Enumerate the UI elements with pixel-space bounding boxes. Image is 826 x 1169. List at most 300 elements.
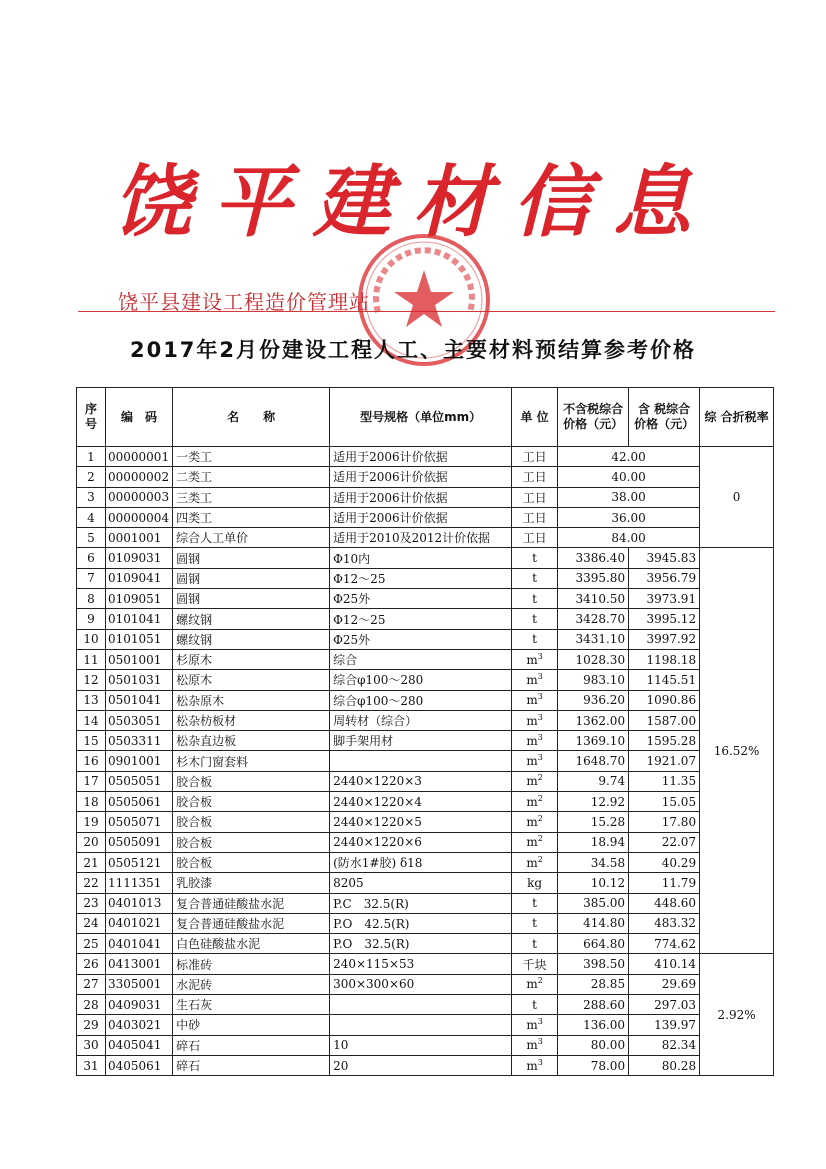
cell-unit xyxy=(512,873,558,893)
cell-price: 36.00 xyxy=(558,507,700,527)
unit-exponent: 3 xyxy=(537,692,543,702)
unit-text: 工日 xyxy=(522,450,547,465)
table-row xyxy=(77,832,774,852)
cell-spec: Φ10内 xyxy=(330,548,512,568)
unit-text: m xyxy=(526,652,538,667)
unit-text: t xyxy=(532,896,537,911)
cell-name: 螺纹钢 xyxy=(173,629,330,649)
page-title: 2017年2月份建设工程人工、主要材料预结算参考价格 xyxy=(129,338,697,362)
cell-price-ex-tax: 15.28 xyxy=(558,812,629,832)
organization-name: 饶平县建设工程造价管理站 xyxy=(118,290,370,314)
cell-seq: 11 xyxy=(77,649,106,669)
cell-code: 0109031 xyxy=(106,548,173,568)
cell-code: 0101051 xyxy=(106,629,173,649)
cell-price-in-tax: 40.29 xyxy=(629,852,700,872)
cell-code: 0505091 xyxy=(106,832,173,852)
cell-name: 圆钢 xyxy=(173,548,330,568)
cell-name: 胶合板 xyxy=(173,771,330,791)
cell-code: 0401021 xyxy=(106,913,173,933)
table-row xyxy=(77,629,774,649)
cell-unit xyxy=(512,629,558,649)
cell-price: 84.00 xyxy=(558,528,700,548)
cell-price-in-tax: 1587.00 xyxy=(629,710,700,730)
cell-unit xyxy=(512,812,558,832)
table-row xyxy=(77,913,774,933)
cell-unit xyxy=(512,731,558,751)
unit-text: t xyxy=(532,551,537,566)
cell-spec: 适用于2006计价依据 xyxy=(330,447,512,467)
cell-code: 0409031 xyxy=(106,995,173,1015)
cell-unit xyxy=(512,507,558,527)
cell-price-ex-tax: 983.10 xyxy=(558,670,629,690)
cell-price-ex-tax: 80.00 xyxy=(558,1035,629,1055)
cell-price-ex-tax: 3410.50 xyxy=(558,589,629,609)
cell-price-ex-tax: 10.12 xyxy=(558,873,629,893)
cell-seq: 15 xyxy=(77,731,106,751)
cell-spec: (防水1#胶) δ18 xyxy=(330,852,512,872)
unit-exponent: 3 xyxy=(537,732,543,742)
cell-spec: 20 xyxy=(330,1055,512,1075)
cell-seq: 4 xyxy=(77,507,106,527)
cell-code: 0001001 xyxy=(106,528,173,548)
table-row xyxy=(77,528,774,548)
cell-name: 松杂直边板 xyxy=(173,731,330,751)
cell-spec: 适用于2006计价依据 xyxy=(330,507,512,527)
table-row xyxy=(77,507,774,527)
cell-code: 0505051 xyxy=(106,771,173,791)
cell-price-ex-tax: 136.00 xyxy=(558,1015,629,1035)
unit-text: m xyxy=(526,814,538,829)
cell-price-ex-tax: 78.00 xyxy=(558,1055,629,1075)
cell-seq: 10 xyxy=(77,629,106,649)
cell-name: 综合人工单价 xyxy=(173,528,330,548)
unit-text: m xyxy=(526,977,538,992)
table-row xyxy=(77,812,774,832)
cell-price-ex-tax: 1362.00 xyxy=(558,710,629,730)
table-row xyxy=(77,568,774,588)
table-row xyxy=(77,873,774,893)
cell-spec: 8205 xyxy=(330,873,512,893)
table-row xyxy=(77,731,774,751)
cell-seq: 3 xyxy=(77,487,106,507)
unit-text: m xyxy=(526,733,538,748)
cell-tax-rate: 2.92% xyxy=(700,954,774,1076)
table-row xyxy=(77,852,774,872)
cell-unit xyxy=(512,487,558,507)
unit-exponent: 2 xyxy=(537,854,543,864)
table-row xyxy=(77,974,774,994)
table-row xyxy=(77,710,774,730)
cell-unit xyxy=(512,1035,558,1055)
cell-name: 乳胶漆 xyxy=(173,873,330,893)
cell-unit xyxy=(512,447,558,467)
cell-unit xyxy=(512,832,558,852)
cell-seq: 1 xyxy=(77,447,106,467)
header-tax-rate: 综 合折税率 xyxy=(700,388,774,447)
table-header-row xyxy=(77,388,774,447)
cell-code: 0109051 xyxy=(106,589,173,609)
unit-text: t xyxy=(532,612,537,627)
cell-spec: 10 xyxy=(330,1035,512,1055)
cell-price-in-tax: 82.34 xyxy=(629,1035,700,1055)
cell-name: 胶合板 xyxy=(173,832,330,852)
cell-unit xyxy=(512,589,558,609)
table-row xyxy=(77,1035,774,1055)
cell-price: 42.00 xyxy=(558,447,700,467)
unit-text: kg xyxy=(527,875,543,890)
cell-seq: 27 xyxy=(77,974,106,994)
cell-unit xyxy=(512,934,558,954)
cell-price-in-tax: 410.14 xyxy=(629,954,700,974)
table-row xyxy=(77,609,774,629)
cell-spec: Φ25外 xyxy=(330,629,512,649)
unit-text: 工日 xyxy=(522,531,547,546)
cell-price-ex-tax: 664.80 xyxy=(558,934,629,954)
cell-name: 生石灰 xyxy=(173,995,330,1015)
cell-seq: 9 xyxy=(77,609,106,629)
cell-price-in-tax: 1198.18 xyxy=(629,649,700,669)
cell-price-in-tax: 22.07 xyxy=(629,832,700,852)
cell-seq: 20 xyxy=(77,832,106,852)
cell-name: 胶合板 xyxy=(173,852,330,872)
cell-name: 胶合板 xyxy=(173,812,330,832)
cell-name: 复合普通硅酸盐水泥 xyxy=(173,913,330,933)
cell-seq: 29 xyxy=(77,1015,106,1035)
cell-code: 0405041 xyxy=(106,1035,173,1055)
cell-price-in-tax: 1145.51 xyxy=(629,670,700,690)
unit-exponent: 3 xyxy=(537,671,543,681)
table-row xyxy=(77,934,774,954)
cell-spec: 2440×1220×5 xyxy=(330,812,512,832)
cell-code: 0501001 xyxy=(106,649,173,669)
cell-seq: 23 xyxy=(77,893,106,913)
header-spec: 型号规格（单位mm） xyxy=(330,388,512,447)
cell-seq: 5 xyxy=(77,528,106,548)
cell-price-in-tax: 1090.86 xyxy=(629,690,700,710)
table-row xyxy=(77,447,774,467)
cell-name: 松杂原木 xyxy=(173,690,330,710)
unit-text: t xyxy=(532,632,537,647)
cell-spec: Φ12～25 xyxy=(330,568,512,588)
cell-code: 0505061 xyxy=(106,792,173,812)
cell-price-ex-tax: 1369.10 xyxy=(558,731,629,751)
unit-text: m xyxy=(526,794,538,809)
unit-text: m xyxy=(526,713,538,728)
cell-seq: 13 xyxy=(77,690,106,710)
table-row xyxy=(77,487,774,507)
cell-name: 松原木 xyxy=(173,670,330,690)
unit-text: m xyxy=(526,754,538,769)
table-row xyxy=(77,751,774,771)
unit-text: m xyxy=(526,1017,538,1032)
cell-name: 水泥砖 xyxy=(173,974,330,994)
header-seq: 序号 xyxy=(77,388,106,447)
cell-price-in-tax: 3973.91 xyxy=(629,589,700,609)
unit-text: m xyxy=(526,1058,538,1073)
cell-price-in-tax: 29.69 xyxy=(629,974,700,994)
cell-seq: 2 xyxy=(77,467,106,487)
table-row xyxy=(77,1015,774,1035)
unit-text: 千块 xyxy=(522,957,547,972)
cell-unit xyxy=(512,751,558,771)
cell-price-in-tax: 3956.79 xyxy=(629,568,700,588)
unit-text: t xyxy=(532,936,537,951)
cell-spec: 综合φ100～280 xyxy=(330,690,512,710)
unit-text: 工日 xyxy=(522,511,547,526)
unit-text: m xyxy=(526,672,538,687)
cell-price-in-tax: 297.03 xyxy=(629,995,700,1015)
cell-code: 00000002 xyxy=(106,467,173,487)
cell-name: 二类工 xyxy=(173,467,330,487)
cell-unit xyxy=(512,467,558,487)
header-price-in-tax: 含 税综合价格（元） xyxy=(629,388,700,447)
table-row xyxy=(77,690,774,710)
masthead-title: 饶平建材信息 xyxy=(112,157,713,248)
cell-seq: 24 xyxy=(77,913,106,933)
cell-code: 0505071 xyxy=(106,812,173,832)
cell-unit xyxy=(512,852,558,872)
cell-name: 三类工 xyxy=(173,487,330,507)
unit-exponent: 2 xyxy=(537,976,543,986)
cell-price-in-tax: 3997.92 xyxy=(629,629,700,649)
cell-name: 中砂 xyxy=(173,1015,330,1035)
price-table xyxy=(76,387,774,1076)
cell-unit xyxy=(512,954,558,974)
cell-unit xyxy=(512,1015,558,1035)
cell-unit xyxy=(512,568,558,588)
cell-unit xyxy=(512,670,558,690)
cell-spec: 2440×1220×6 xyxy=(330,832,512,852)
unit-text: t xyxy=(532,916,537,931)
header-unit: 单 位 xyxy=(512,388,558,447)
cell-unit xyxy=(512,690,558,710)
cell-price-ex-tax: 9.74 xyxy=(558,771,629,791)
cell-seq: 16 xyxy=(77,751,106,771)
cell-price-ex-tax: 3386.40 xyxy=(558,548,629,568)
cell-name: 标准砖 xyxy=(173,954,330,974)
unit-text: t xyxy=(532,997,537,1012)
cell-spec: P.O 32.5(R) xyxy=(330,934,512,954)
cell-unit xyxy=(512,995,558,1015)
cell-name: 杉原木 xyxy=(173,649,330,669)
cell-price-ex-tax: 288.60 xyxy=(558,995,629,1015)
cell-name: 碎石 xyxy=(173,1035,330,1055)
cell-price-ex-tax: 936.20 xyxy=(558,690,629,710)
cell-price-ex-tax: 12.92 xyxy=(558,792,629,812)
cell-unit xyxy=(512,548,558,568)
cell-tax-rate: 16.52% xyxy=(700,548,774,954)
cell-code: 0505121 xyxy=(106,852,173,872)
header-price-ex-tax: 不含税综合价格（元） xyxy=(558,388,629,447)
cell-seq: 6 xyxy=(77,548,106,568)
cell-seq: 28 xyxy=(77,995,106,1015)
cell-name: 松杂枋板材 xyxy=(173,710,330,730)
cell-name: 胶合板 xyxy=(173,792,330,812)
cell-code: 1111351 xyxy=(106,873,173,893)
unit-text: m xyxy=(526,693,538,708)
cell-name: 圆钢 xyxy=(173,589,330,609)
cell-code: 3305001 xyxy=(106,974,173,994)
unit-exponent: 3 xyxy=(537,753,543,763)
cell-price-in-tax: 1921.07 xyxy=(629,751,700,771)
table-row xyxy=(77,893,774,913)
cell-price-ex-tax: 1648.70 xyxy=(558,751,629,771)
cell-name: 白色硅酸盐水泥 xyxy=(173,934,330,954)
cell-code: 0413001 xyxy=(106,954,173,974)
cell-seq: 17 xyxy=(77,771,106,791)
unit-exponent: 3 xyxy=(537,1057,543,1067)
cell-unit xyxy=(512,710,558,730)
cell-unit xyxy=(512,974,558,994)
cell-price-in-tax: 3945.83 xyxy=(629,548,700,568)
table-row xyxy=(77,589,774,609)
cell-seq: 18 xyxy=(77,792,106,812)
header-code: 编 码 xyxy=(106,388,173,447)
cell-unit xyxy=(512,528,558,548)
cell-code: 0401013 xyxy=(106,893,173,913)
cell-spec xyxy=(330,751,512,771)
cell-seq: 31 xyxy=(77,1055,106,1075)
cell-price-ex-tax: 398.50 xyxy=(558,954,629,974)
cell-code: 0503051 xyxy=(106,710,173,730)
cell-price-in-tax: 139.97 xyxy=(629,1015,700,1035)
cell-price-in-tax: 483.32 xyxy=(629,913,700,933)
cell-spec: 2440×1220×3 xyxy=(330,771,512,791)
cell-code: 00000001 xyxy=(106,447,173,467)
cell-price-ex-tax: 414.80 xyxy=(558,913,629,933)
unit-text: 工日 xyxy=(522,490,547,505)
cell-seq: 21 xyxy=(77,852,106,872)
unit-exponent: 2 xyxy=(537,834,543,844)
cell-code: 0901001 xyxy=(106,751,173,771)
unit-exponent: 3 xyxy=(537,1016,543,1026)
cell-spec: Φ12～25 xyxy=(330,609,512,629)
unit-exponent: 3 xyxy=(537,712,543,722)
cell-price: 38.00 xyxy=(558,487,700,507)
cell-seq: 30 xyxy=(77,1035,106,1055)
cell-price-in-tax: 11.79 xyxy=(629,873,700,893)
cell-code: 0501041 xyxy=(106,690,173,710)
cell-spec xyxy=(330,1015,512,1035)
cell-spec: 240×115×53 xyxy=(330,954,512,974)
cell-unit xyxy=(512,609,558,629)
cell-name: 圆钢 xyxy=(173,568,330,588)
cell-price-in-tax: 80.28 xyxy=(629,1055,700,1075)
cell-spec: 300×300×60 xyxy=(330,974,512,994)
table-row xyxy=(77,1055,774,1075)
cell-spec: 综合φ100～280 xyxy=(330,670,512,690)
cell-seq: 22 xyxy=(77,873,106,893)
header-name: 名 称 xyxy=(173,388,330,447)
cell-price-ex-tax: 3395.80 xyxy=(558,568,629,588)
cell-unit xyxy=(512,1055,558,1075)
cell-spec: 2440×1220×4 xyxy=(330,792,512,812)
cell-code: 00000003 xyxy=(106,487,173,507)
cell-price-ex-tax: 1028.30 xyxy=(558,649,629,669)
unit-text: m xyxy=(526,855,538,870)
cell-code: 0501031 xyxy=(106,670,173,690)
cell-price: 40.00 xyxy=(558,467,700,487)
cell-spec: 适用于2006计价依据 xyxy=(330,487,512,507)
cell-code: 0403021 xyxy=(106,1015,173,1035)
cell-spec: P.C 32.5(R) xyxy=(330,893,512,913)
cell-unit xyxy=(512,771,558,791)
cell-seq: 8 xyxy=(77,589,106,609)
cell-price-in-tax: 3995.12 xyxy=(629,609,700,629)
unit-text: m xyxy=(526,835,538,850)
cell-code: 0101041 xyxy=(106,609,173,629)
unit-text: t xyxy=(532,571,537,586)
cell-price-in-tax: 1595.28 xyxy=(629,731,700,751)
unit-exponent: 2 xyxy=(537,813,543,823)
cell-spec: Φ25外 xyxy=(330,589,512,609)
table-row xyxy=(77,467,774,487)
table-row xyxy=(77,548,774,568)
unit-exponent: 3 xyxy=(537,1037,543,1047)
cell-seq: 14 xyxy=(77,710,106,730)
cell-code: 0109041 xyxy=(106,568,173,588)
cell-price-ex-tax: 3428.70 xyxy=(558,609,629,629)
cell-name: 碎石 xyxy=(173,1055,330,1075)
cell-seq: 26 xyxy=(77,954,106,974)
cell-price-in-tax: 774.62 xyxy=(629,934,700,954)
cell-price-in-tax: 448.60 xyxy=(629,893,700,913)
cell-code: 00000004 xyxy=(106,507,173,527)
cell-price-in-tax: 17.80 xyxy=(629,812,700,832)
cell-spec: 综合 xyxy=(330,649,512,669)
cell-spec: 适用于2006计价依据 xyxy=(330,467,512,487)
unit-exponent: 2 xyxy=(537,773,543,783)
cell-code: 0503311 xyxy=(106,731,173,751)
cell-name: 螺纹钢 xyxy=(173,609,330,629)
cell-seq: 12 xyxy=(77,670,106,690)
cell-unit xyxy=(512,792,558,812)
cell-code: 0405061 xyxy=(106,1055,173,1075)
unit-text: m xyxy=(526,774,538,789)
unit-text: 工日 xyxy=(522,470,547,485)
cell-name: 复合普通硅酸盐水泥 xyxy=(173,893,330,913)
cell-seq: 7 xyxy=(77,568,106,588)
cell-price-ex-tax: 34.58 xyxy=(558,852,629,872)
cell-price-ex-tax: 28.85 xyxy=(558,974,629,994)
cell-seq: 25 xyxy=(77,934,106,954)
table-row xyxy=(77,670,774,690)
table-row xyxy=(77,771,774,791)
cell-price-ex-tax: 3431.10 xyxy=(558,629,629,649)
cell-spec: P.O 42.5(R) xyxy=(330,913,512,933)
cell-unit xyxy=(512,649,558,669)
table-row xyxy=(77,954,774,974)
cell-seq: 19 xyxy=(77,812,106,832)
cell-spec: 适用于2010及2012计价依据 xyxy=(330,528,512,548)
unit-text: t xyxy=(532,591,537,606)
cell-tax-rate: 0 xyxy=(700,447,774,548)
cell-name: 四类工 xyxy=(173,507,330,527)
cell-spec: 周转材（综合） xyxy=(330,710,512,730)
cell-unit xyxy=(512,893,558,913)
cell-code: 0401041 xyxy=(106,934,173,954)
cell-name: 一类工 xyxy=(173,447,330,467)
cell-unit xyxy=(512,913,558,933)
unit-text: m xyxy=(526,1038,538,1053)
cell-spec xyxy=(330,995,512,1015)
unit-exponent: 2 xyxy=(537,793,543,803)
unit-exponent: 3 xyxy=(537,651,543,661)
cell-price-in-tax: 15.05 xyxy=(629,792,700,812)
cell-price-ex-tax: 18.94 xyxy=(558,832,629,852)
cell-name: 杉木门窗套料 xyxy=(173,751,330,771)
table-row xyxy=(77,995,774,1015)
